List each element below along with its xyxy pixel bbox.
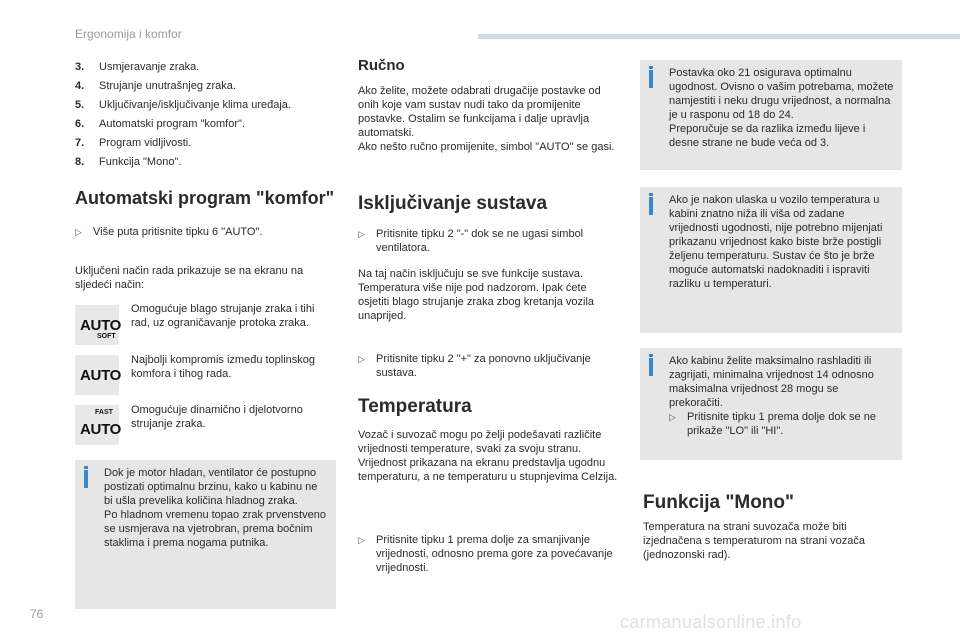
section-header: Ergonomija i komfor <box>75 27 182 41</box>
note-text: Postavka oko 21 osigurava optimalnu ugodnost. Ovisno o vašim potrebama, možete namjestiti i neku drugu vrijednost, a normalna je u rasponu od 18 do 24. Preporučuje se da razlika između lijeve i desne strane ne bude veća od 3. <box>669 67 894 149</box>
list-item: 7. Program vidljivosti. <box>75 137 192 149</box>
mono-section-title: Funkcija "Mono" <box>643 492 795 513</box>
mode-normal-text: Najbolji kompromis između toplinskog komfora i tihog rada. <box>131 354 316 380</box>
off-text: Na taj način isključuju se sve funkcije sustava. Temperatura više nije pod nadzorom. Ipak ćete osjetiti blago strujanje zraka zbog kretanja vozila unaprijed. <box>358 268 595 322</box>
mode-soft-text: Omogućuje blago strujanje zraka i tihi rad, uz ograničavanje protoka zraka. <box>131 303 315 329</box>
header-bar <box>478 34 960 39</box>
numbered-list <box>75 58 291 172</box>
arrow-right-icon: ▷ <box>358 229 365 239</box>
list-item: 8. Funkcija "Mono". <box>75 156 182 168</box>
list-item: 5. Uključivanje/isključivanje klima uređaja. <box>75 99 291 111</box>
info-icon <box>649 193 653 196</box>
manual-text: Ako želite, možete odabrati drugačije postavke od onih koje vam sustav nudi tako da promijenite postavke. Ostalim se funkcijama i dalje upravlja automatski. Ako nešto ručno promijenite, simbol "AUTO" se gasi. <box>358 85 615 153</box>
auto-intro: Uključeni način rada prikazuje se na ekranu na sljedeći način: <box>75 265 304 291</box>
mono-text: Temperatura na strani suvozača može biti izjednačena s temperaturom na strani vozača (jednozonski rad). <box>643 521 865 561</box>
note-box-setting <box>640 60 902 170</box>
note-bullet: ▷ Pritisnite tipku 1 prema dolje dok se ne prikaže "LO" ili "HI". <box>669 411 876 437</box>
page-number: 76 <box>30 607 44 621</box>
note-text: Dok je motor hladan, ventilator će postupno postizati optimalnu brzinu, kako u kabinu ne bi ušla prevelika količina hladnog zraka. Po hladnom vremenu topao zrak prvenstveno se usmjerava na vjetrobran, prema bočnim staklima i prema nogama putnika. <box>104 467 326 549</box>
info-icon <box>649 354 653 357</box>
manual-section-title: Ručno <box>358 57 405 74</box>
arrow-right-icon: ▷ <box>75 227 82 237</box>
temp-bullet: ▷ Pritisnite tipku 1 prema dolje za smanjivanje vrijednosti, odnosno prema gore za povećavanje vrijednosti. <box>358 534 613 574</box>
auto-soft-icon: AUTO SOFT <box>75 305 119 345</box>
auto-fast-icon: FAST AUTO <box>75 405 119 445</box>
watermark: carmanualsonline.info <box>620 612 802 632</box>
temp-text: Vozač i suvozač mogu po želji podešavati različite vrijednosti temperature, svaki za svoju stranu. Vrijednost prikazana na ekranu predstavlja ugodnu temperaturu, a ne temperaturu u stupnjevima Celzija. <box>358 429 618 483</box>
note-box-motor <box>75 460 336 609</box>
auto-icon: AUTO <box>75 355 119 395</box>
auto-section-title: Automatski program "komfor" <box>75 188 335 208</box>
arrow-right-icon: ▷ <box>669 412 676 422</box>
note-box-cabin <box>640 187 902 333</box>
note-text: Ako kabinu želite maksimalno rashladiti ili zagrijati, minimalna vrijednost 14 odnosno maksimalna vrijednost 28 mogu se prekoračiti. <box>669 355 874 409</box>
arrow-right-icon: ▷ <box>358 535 365 545</box>
off-section-title: Isključivanje sustava <box>358 193 548 214</box>
auto-bullet: ▷ Više puta pritisnite tipku 6 "AUTO". <box>75 226 263 238</box>
list-item: 3. Usmjeravanje zraka. <box>75 61 200 73</box>
note-text: Ako je nakon ulaska u vozilo temperatura u kabini znatno niža ili viša od zadane vrijednosti ugodnosti, nije potrebno mijenjati prikazanu vrijednost kako biste brže postigli željenu temperaturu. Sustav će što je brže moguće automatski nadoknaditi i ispraviti razliku u temperaturi. <box>669 194 883 290</box>
off-bullet-1: ▷ Pritisnite tipku 2 "-" dok se ne ugasi simbol ventilatora. <box>358 228 584 254</box>
off-bullet-2: ▷ Pritisnite tipku 2 "+" za ponovno uključivanje sustava. <box>358 353 591 379</box>
info-icon <box>649 66 653 69</box>
info-icon <box>84 466 88 469</box>
note-box-max <box>640 348 902 460</box>
mode-fast-text: Omogućuje dinamično i djelotvorno strujanje zraka. <box>131 404 303 430</box>
list-item: 4. Strujanje unutrašnjeg zraka. <box>75 80 236 92</box>
list-item: 6. Automatski program "komfor". <box>75 118 245 130</box>
temp-section-title: Temperatura <box>358 396 472 417</box>
arrow-right-icon: ▷ <box>358 354 365 364</box>
